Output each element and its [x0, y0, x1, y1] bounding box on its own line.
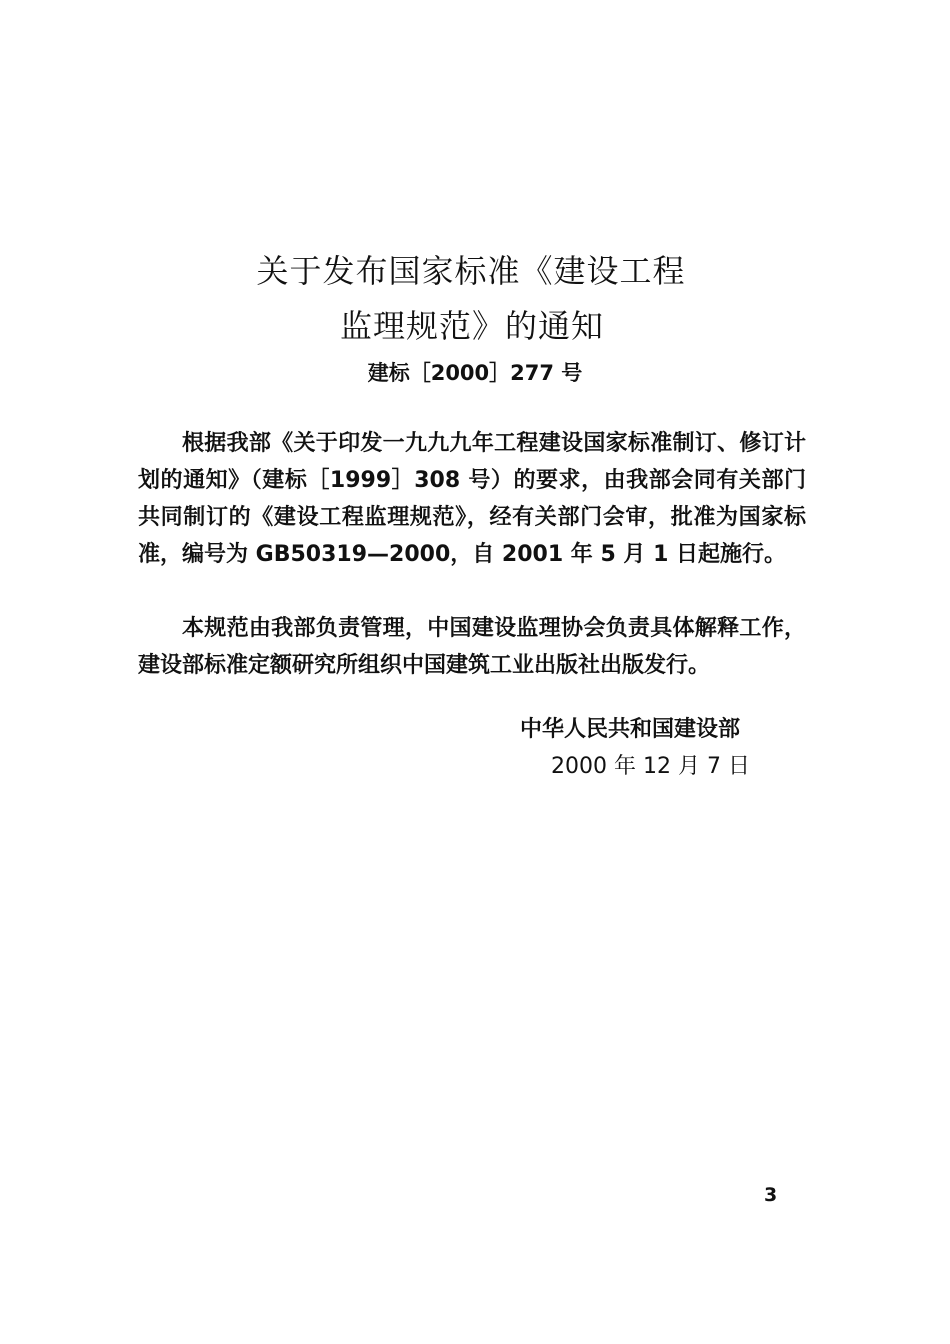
- document-title-line-2: 监理规范》的通知: [339, 307, 604, 345]
- document-number: 建标［2000］277 号: [367, 361, 583, 385]
- issuer-name: 中华人民共和国建设部: [520, 717, 741, 742]
- issue-date: 2000 年 12 月 7 日: [551, 754, 750, 779]
- page-number: 3: [764, 1184, 778, 1206]
- document-title-line-1: 关于发布国家标准《建设工程: [256, 252, 686, 290]
- body-paragraph-2: 本规范由我部负责管理，中国建设监理协会负责具体解释工作，建设部标准定额研究所组织中国建筑工业出版社出版发行。: [138, 616, 806, 678]
- body-paragraph-1: 根据我部《关于印发一九九九年工程建设国家标准制订、修订计划的通知》（建标［1999］308 号）的要求，由我部会同有关部门共同制订的《建设工程监理规范》，经有关部门会审，批准为国家标准，编号为 GB50319—2000，自 2001 年 5 月 1 日起施行。: [138, 431, 806, 567]
